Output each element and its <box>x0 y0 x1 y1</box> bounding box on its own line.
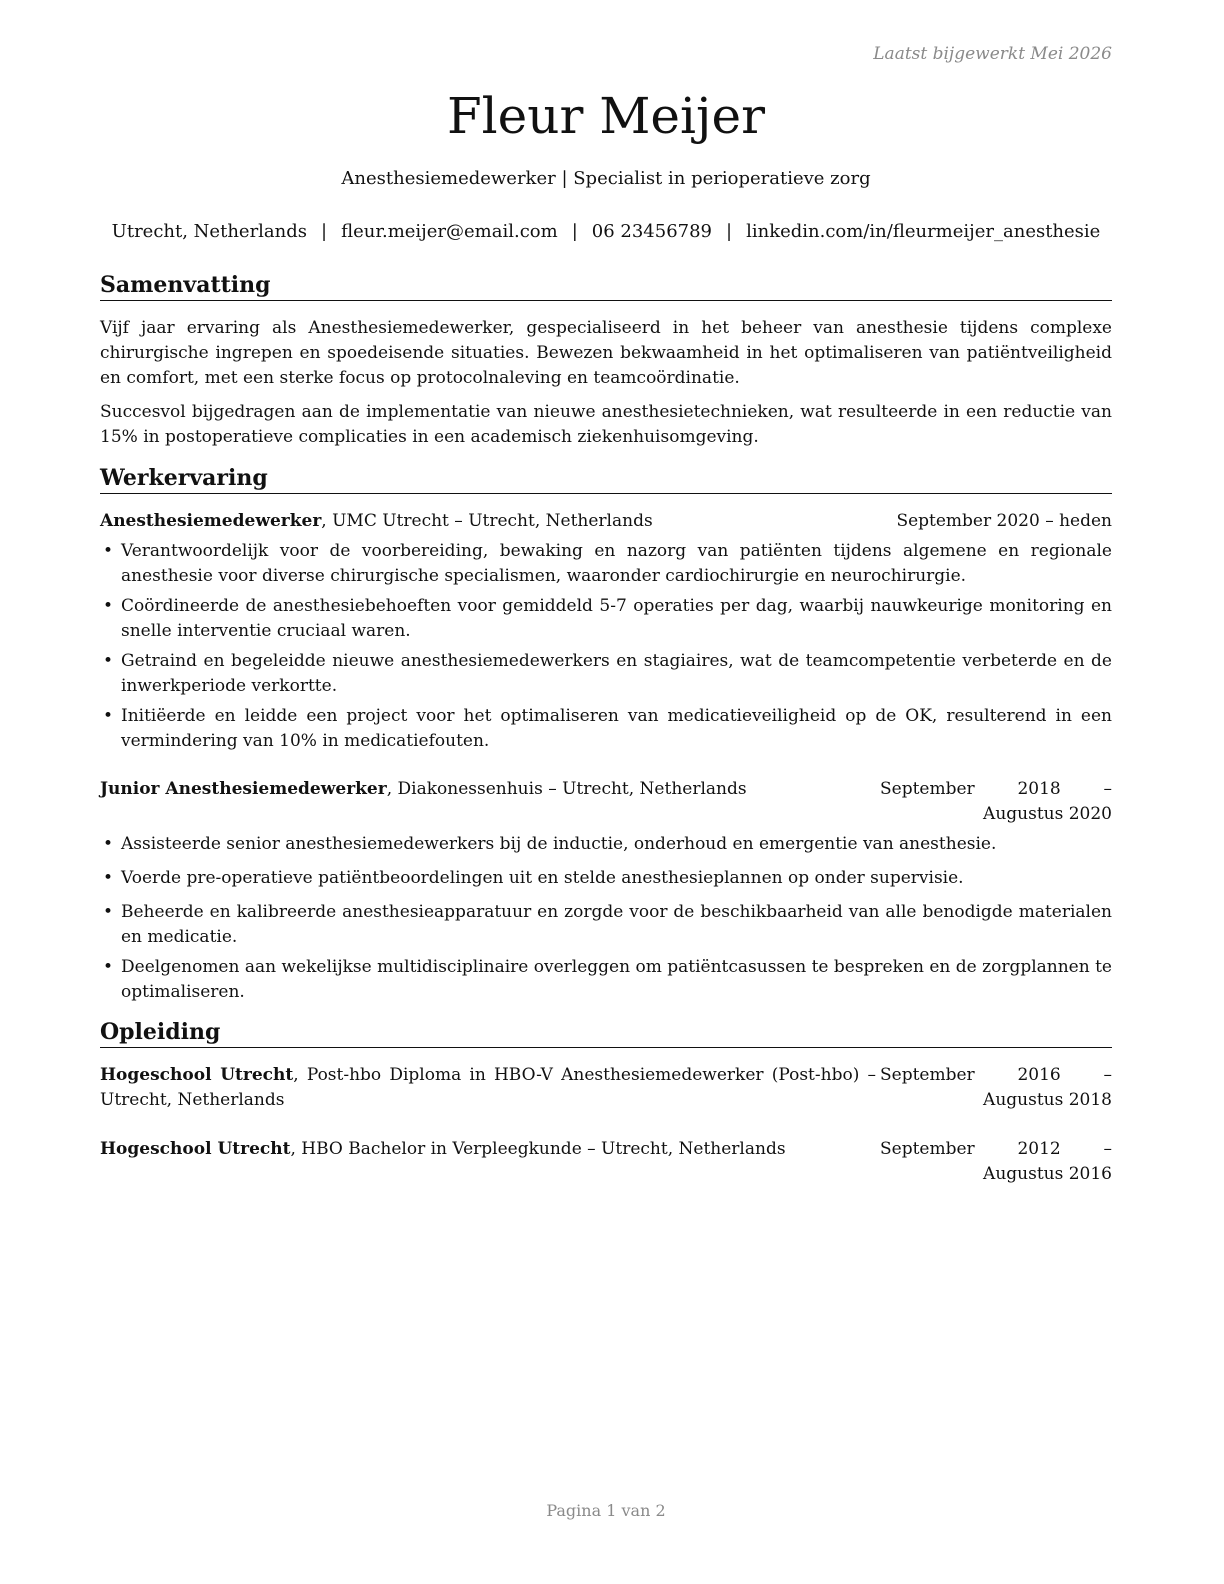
job-entry <box>100 777 1112 1005</box>
last-updated-note: Laatst bijgewerkt Mei 2026 <box>873 44 1112 64</box>
job-employer: , UMC Utrecht – Utrecht, Netherlands <box>321 511 653 531</box>
education-section <box>100 1018 1112 1187</box>
contact-separator: | <box>321 221 328 242</box>
job-bullets <box>100 832 1112 1005</box>
job-dates: September 2020 – heden <box>896 511 1112 531</box>
job-role: Junior Anesthesiemedewerker <box>100 779 387 799</box>
education-detail: , HBO Bachelor in Verpleegkunde – Utrecht, Netherlands <box>290 1139 786 1159</box>
job-entry <box>100 509 1112 754</box>
contact-separator: | <box>726 221 733 242</box>
bullet-icon: • <box>103 651 114 671</box>
list-item: • Deelgenomen aan wekelijkse multidisciplinaire overleggen om patiëntcasussen te bespreken en de zorgplannen te optimaliseren. <box>103 957 1112 1002</box>
candidate-name: Fleur Meijer <box>446 87 766 145</box>
contact-email[interactable]: fleur.meijer@email.com <box>341 221 558 242</box>
education-dates: September 2016 – Augustus 2018 <box>880 1065 1112 1110</box>
bullet-icon: • <box>103 596 114 616</box>
contact-line <box>100 219 1112 245</box>
bullet-icon: • <box>103 868 114 888</box>
bullet-icon: • <box>103 902 114 922</box>
candidate-subtitle: Anesthesiemedewerker | Specialist in perioperatieve zorg <box>341 168 871 189</box>
list-item: • Getraind en begeleidde nieuwe anesthesiemedewerkers en stagiaires, wat de teamcompetentie verbeterde en de inwerkperiode verkortte. <box>103 651 1112 696</box>
bullet-icon: • <box>103 834 114 854</box>
education-school: Hogeschool Utrecht <box>100 1139 291 1159</box>
contact-separator: | <box>571 221 578 242</box>
contact-linkedin[interactable]: linkedin.com/in/fleurmeijer_anesthesie <box>746 221 1101 242</box>
experience-section <box>100 464 1112 1005</box>
education-dates: September 2012 – Augustus 2016 <box>880 1139 1112 1184</box>
job-dates: September 2018 – Augustus 2020 <box>880 779 1112 824</box>
bullet-icon: • <box>103 957 114 977</box>
list-item: • Verantwoordelijk voor de voorbereiding, bewaking en nazorg van patiënten tijdens algemene en regionale anesthesie voor diverse chirurgische specialismen, waaronder cardiochirurgie en neurochirurgie. <box>103 541 1112 586</box>
page-number: Pagina 1 van 2 <box>546 1501 666 1520</box>
contact-location: Utrecht, Netherlands <box>111 221 308 242</box>
list-item: • Voerde pre-operatieve patiëntbeoordelingen uit en stelde anesthesieplannen op onder supervisie. <box>100 866 1112 891</box>
bullet-icon: • <box>103 541 114 561</box>
bullet-icon: • <box>103 706 114 726</box>
section-title-experience: Werkervaring <box>100 464 1112 494</box>
job-bullets <box>100 539 1112 754</box>
education-detail: , Post-hbo Diploma in HBO-V Anesthesiemedewerker (Post-hbo) – Utrecht, Netherlands <box>100 1065 877 1110</box>
contact-phone[interactable]: 06 23456789 <box>591 221 713 242</box>
job-role: Anesthesiemedewerker <box>100 511 322 531</box>
job-header <box>100 777 1112 827</box>
summary-section <box>100 271 1112 450</box>
summary-paragraph: Vijf jaar ervaring als Anesthesiemedewerker, gespecialiseerd in het beheer van anesthesie tijdens complexe chirurgische ingrepen en spoedeisende situaties. Bewezen bekwaamheid in het optimaliseren van patiëntveiligheid en comfort, met een sterke focus op protocolnaleving en teamcoördinatie. <box>100 318 1112 388</box>
list-item: • Beheerde en kalibreerde anesthesieapparatuur en zorgde voor de beschikbaarheid van alle benodigde materialen en medicatie. <box>103 902 1112 947</box>
list-item: • Coördineerde de anesthesiebehoeften voor gemiddeld 5-7 operaties per dag, waarbij nauwkeurige monitoring en snelle interventie cruciaal waren. <box>103 596 1112 641</box>
education-entry <box>100 1137 1112 1187</box>
list-item: • Assisteerde senior anesthesiemedewerkers bij de inductie, onderhoud en emergentie van anesthesie. <box>100 832 1112 857</box>
job-employer: , Diakonessenhuis – Utrecht, Netherlands <box>386 779 747 799</box>
section-title-education: Opleiding <box>100 1018 1112 1048</box>
resume-page <box>100 0 1112 1584</box>
education-school: Hogeschool Utrecht <box>100 1065 294 1085</box>
job-header <box>100 509 1112 534</box>
education-entry <box>100 1063 1112 1113</box>
section-title-summary: Samenvatting <box>100 271 1112 301</box>
summary-paragraph: Succesvol bijgedragen aan de implementatie van nieuwe anesthesietechnieken, wat resulteerde in een reductie van 15% in postoperatieve complicaties in een academisch ziekenhuisomgeving. <box>100 402 1112 447</box>
list-item: • Initiëerde en leidde een project voor het optimaliseren van medicatieveiligheid op de OK, resulterend in een vermindering van 10% in medicatiefouten. <box>103 706 1112 751</box>
